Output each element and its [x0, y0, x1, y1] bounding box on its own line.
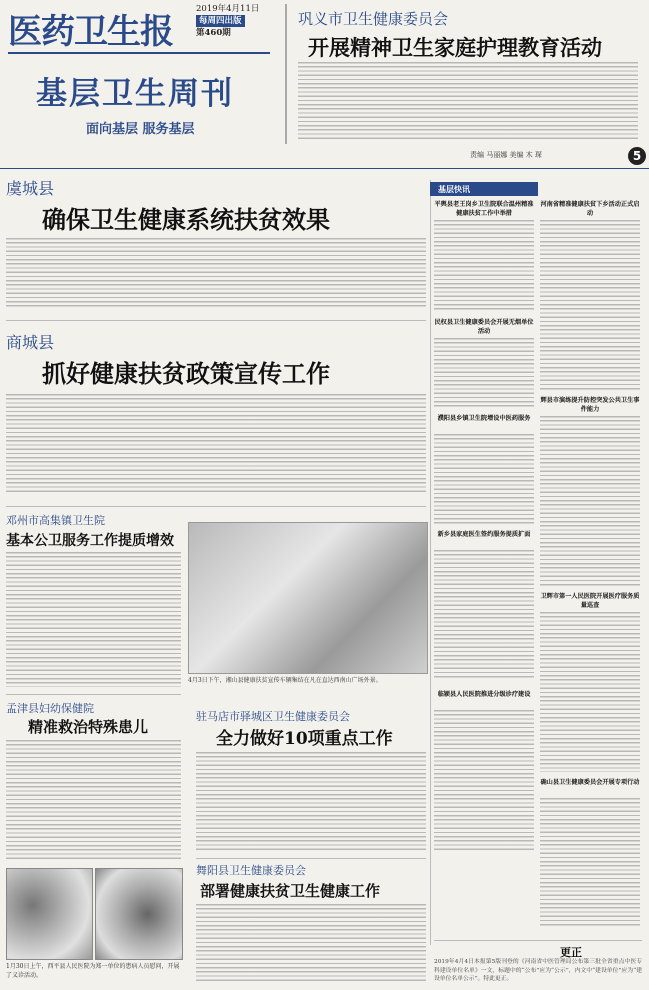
sidebar-item-body [434, 550, 534, 680]
masthead-rule [8, 52, 270, 54]
sidebar-item-title: 河南省精准健康扶贫下乡活动正式启动 [540, 201, 640, 217]
sidebar-item-body [434, 220, 534, 312]
header-section-label: 巩义市卫生健康委员会 [298, 10, 449, 28]
zhumadian-section: 驻马店市驿城区卫生健康委员会 [196, 710, 350, 723]
sidebar-item-title: 临颍县人民医院推进分级诊疗建设 [437, 691, 531, 698]
correction-title: 更正 [560, 946, 582, 959]
issue-info [196, 3, 268, 39]
divider-4 [196, 858, 426, 859]
issue-number: 第460期 [196, 28, 231, 38]
sidebar-item-body [434, 434, 534, 524]
mengjin-headline: 精准救治特殊患儿 [28, 718, 149, 736]
wugang-body [196, 904, 426, 984]
dengzhou-photo-caption: 4月3日下午，湘山县健康扶贫宣传车辆集结在凡在直达西南山广场外景。 [188, 677, 382, 684]
issue-date: 2019年4月11日 [196, 4, 260, 14]
wugang-headline: 部署健康扶贫卫生健康工作 [200, 882, 381, 900]
mengjin-photo-caption: 1月30日上午，西平县人民医院为郑一单位的患病人员慰问，开展了义诊活动。 [6, 963, 180, 979]
issue-frequency: 每周四出版 [196, 15, 245, 27]
mengjin-photo-1 [6, 868, 93, 960]
mengjin-body [6, 740, 181, 862]
sidebar-item-title: 平舆县老王岗乡卫生院联合温州精准健康扶贫工作中举措 [434, 201, 534, 217]
sidebar-item-title: 辉县市演练提升防控突发公共卫生事件能力 [540, 397, 640, 413]
header-headline: 开展精神卫生家庭护理教育活动 [308, 35, 602, 60]
sidebar-item-body [540, 416, 640, 586]
sidebar-item-body [540, 798, 640, 928]
weekly-title: 基层卫生周刊 [36, 76, 234, 112]
page-number: 5 [628, 147, 646, 165]
masthead-logo: 医药卫生报 [8, 12, 173, 52]
yucheng-section: 虞城县 [6, 179, 55, 198]
sidebar-item-body [434, 710, 534, 850]
sidebar-item-title: 新乡县家庭医生签约服务提质扩面 [437, 531, 531, 538]
divider-1 [6, 320, 426, 321]
wugang-section: 舞阳县卫生健康委员会 [196, 864, 306, 877]
header-rule [285, 4, 287, 144]
header-article-body [298, 62, 638, 140]
sidebar-item-title: 濮阳县乡镇卫生院增设中医药服务 [437, 415, 531, 422]
mengjin-section: 孟津县妇幼保健院 [6, 702, 94, 715]
sidebar-item-body [540, 612, 640, 772]
correction-text: 2019年4月4日本报第5版刊登的《河南省中医管理局公布第三批全省重点中医专科建设单位名单》一文，标题中的“公布”应为“公示”，内文中“建设单位”应为“建设单位名单公示”。特此更正。 [434, 959, 642, 983]
dengzhou-headline: 基本公卫服务工作提质增效 [6, 533, 174, 549]
top-divider [0, 168, 649, 169]
dengzhou-photo [188, 522, 428, 674]
sidebar-label: 基层快讯 [430, 182, 538, 196]
dengzhou-section: 邓州市高集镇卫生院 [6, 514, 105, 527]
editors-line: 责编 马丽娜 美编 木 琛 [470, 151, 542, 159]
shangcheng-body [6, 394, 426, 494]
divider-2 [6, 506, 426, 507]
shangcheng-headline: 抓好健康扶贫政策宣传工作 [42, 359, 330, 388]
sidebar-item-body [434, 338, 534, 408]
sidebar-item-body [540, 220, 640, 390]
zhumadian-body [196, 752, 426, 852]
sidebar-item-title: 卫辉市第一人民医院开展医疗服务质量巡查 [540, 593, 640, 609]
gengzheng-divider [434, 940, 642, 941]
weekly-subtitle: 面向基层 服务基层 [86, 122, 195, 137]
sidebar-item-title: 民权县卫生健康委员会开展无烟单位活动 [434, 319, 534, 335]
sidebar-item-title: 确山县卫生健康委员会开展专项行动 [540, 779, 640, 786]
mengjin-photo-2 [95, 868, 183, 960]
dengzhou-body [6, 552, 181, 687]
yucheng-headline: 确保卫生健康系统扶贫效果 [42, 205, 330, 234]
shangcheng-section: 商城县 [6, 333, 55, 352]
divider-3 [6, 694, 181, 695]
yucheng-body [6, 238, 426, 308]
zhumadian-headline: 全力做好10项重点工作 [216, 729, 393, 749]
